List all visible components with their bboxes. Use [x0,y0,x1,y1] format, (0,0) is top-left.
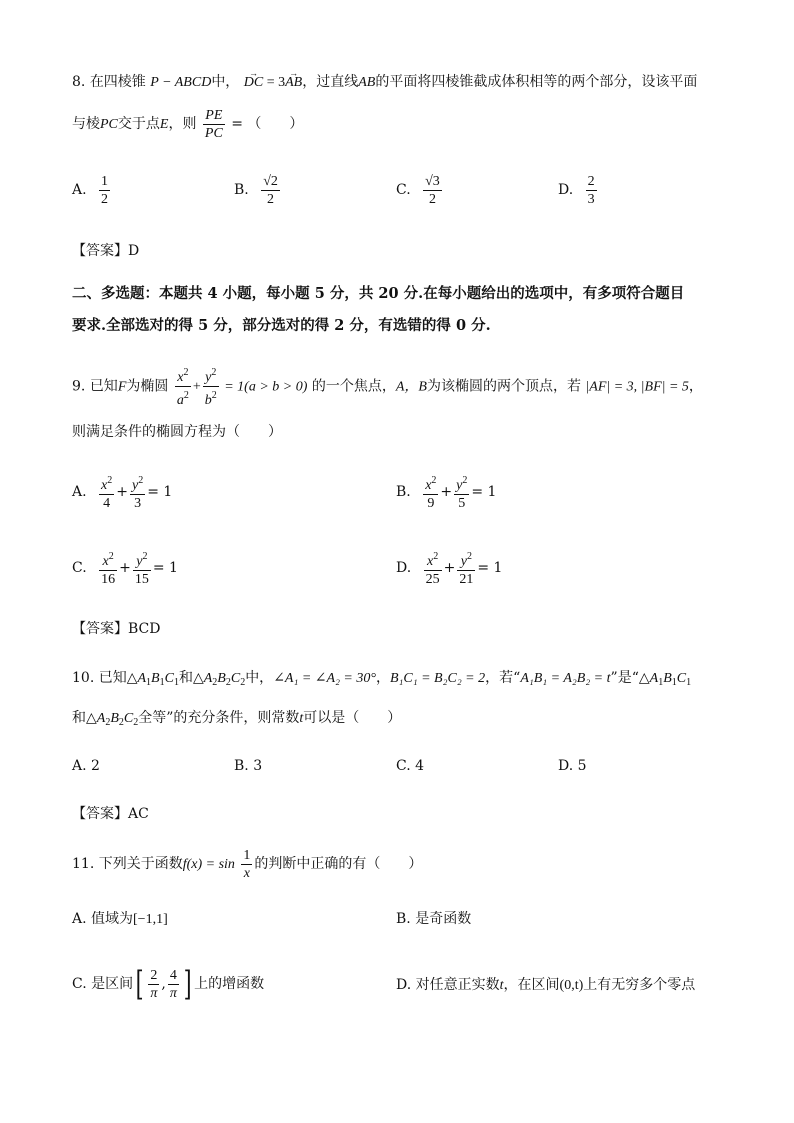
section2-heading-line2: 要求.全部选对的得 5 分，部分选对的得 2 分，有选错的得 0 分. [72,317,491,334]
q10-line2: 和$\triangle A_2B_2C_2$全等”的充分条件，则常数t可以是（ ） [72,710,402,728]
q9-ellipse-y-term: $\frac{y^2}{b^2}$ [203,364,219,409]
q11-option-c[interactable]: C. 是区间[ $\frac{2}{\pi}$ , $\frac{4}{\pi}$ ] 上的增函数 [72,964,265,1004]
q8-line2: 与棱PC交于点E，则 $\frac{PE}{PC}$ = （ ） [72,107,304,141]
q9-option-c[interactable]: C. $\frac{x^2}{16}$ + $\frac{y^2}{15}$ = 1 [72,548,178,588]
q11-line1: 11. 下列关于函数f(x) = sin $\frac{1}{x}$ 的判断中正确的有（ ） [72,847,423,881]
q8-line1: 8. 在四棱锥 P − ABCD中， → DC = 3→ AB，过直线AB的平面将四棱锥截成体积相等的两个部分，设该平面 [72,72,697,93]
q11-option-d[interactable]: D. 对任意正实数t，在区间(0,t)上有无穷多个零点 [396,977,696,993]
q8-answer: 【答案】D [72,243,140,259]
q8-option-a[interactable]: A. $\frac{1}{2}$ [72,173,109,207]
q10-option-b[interactable]: B. 3 [234,758,263,774]
q11-option-b[interactable]: B. 是奇函数 [396,911,472,927]
q9-ellipse-x-term: $\frac{x^2}{a^2}$ [175,364,191,409]
q9-answer: 【答案】BCD [72,621,161,637]
q10-option-a[interactable]: A. 2 [72,758,100,774]
q8-option-b[interactable]: B. $\frac{√2}{2}$ [234,173,278,207]
section2-heading-line1: 二、多选题：本题共 4 小题，每小题 5 分，共 20 分.在每小题给出的选项中，有多项符合题目 [72,285,685,302]
q10-line1: 10. 已知$\triangle A_1B_1C_1$和$\triangle A_2B_2C_2$中，∠A₁ = ∠A₂ = 30°，B₁C₁ = B₂C₂ = 2，若“A₁B₁ = A₂B₂ = t”是“$\triangle A_1B_1C_1$ [72,670,692,688]
q11-option-a[interactable]: A. 值域为[−1,1] [72,911,168,927]
q9-option-a[interactable]: A. $\frac{x^2}{4}$ + $\frac{y^2}{3}$ = 1 [72,472,172,512]
q9-option-d[interactable]: D. $\frac{x^2}{25}$ + $\frac{y^2}{21}$ = 1 [396,548,502,588]
q9-line2: 则满足条件的椭圆方程为（ ） [72,424,282,440]
q8-number: 8. [72,74,86,90]
q10-answer: 【答案】AC [72,806,149,822]
q9-line1: 9. 已知F为椭圆 $\frac{x^2}{a^2}$ + $\frac{y^2}{b^2}$ = 1(a > b > 0) 的一个焦点，A，B为该椭圆的两个顶点，若 |AF| = 3, |BF| = 5， [72,364,703,409]
q10-option-d[interactable]: D. 5 [558,758,587,774]
q10-option-c[interactable]: C. 4 [396,758,425,774]
q8-option-c[interactable]: C. $\frac{√3}{2}$ [396,173,440,207]
q8-fraction: $\frac{PE}{PC}$ [204,107,223,141]
q11-fraction: $\frac{1}{x}$ [243,847,251,881]
q8-option-d[interactable]: D. $\frac{2}{3}$ [558,173,595,207]
q9-option-b[interactable]: B. $\frac{x^2}{9}$ + $\frac{y^2}{5}$ = 1 [396,472,496,512]
